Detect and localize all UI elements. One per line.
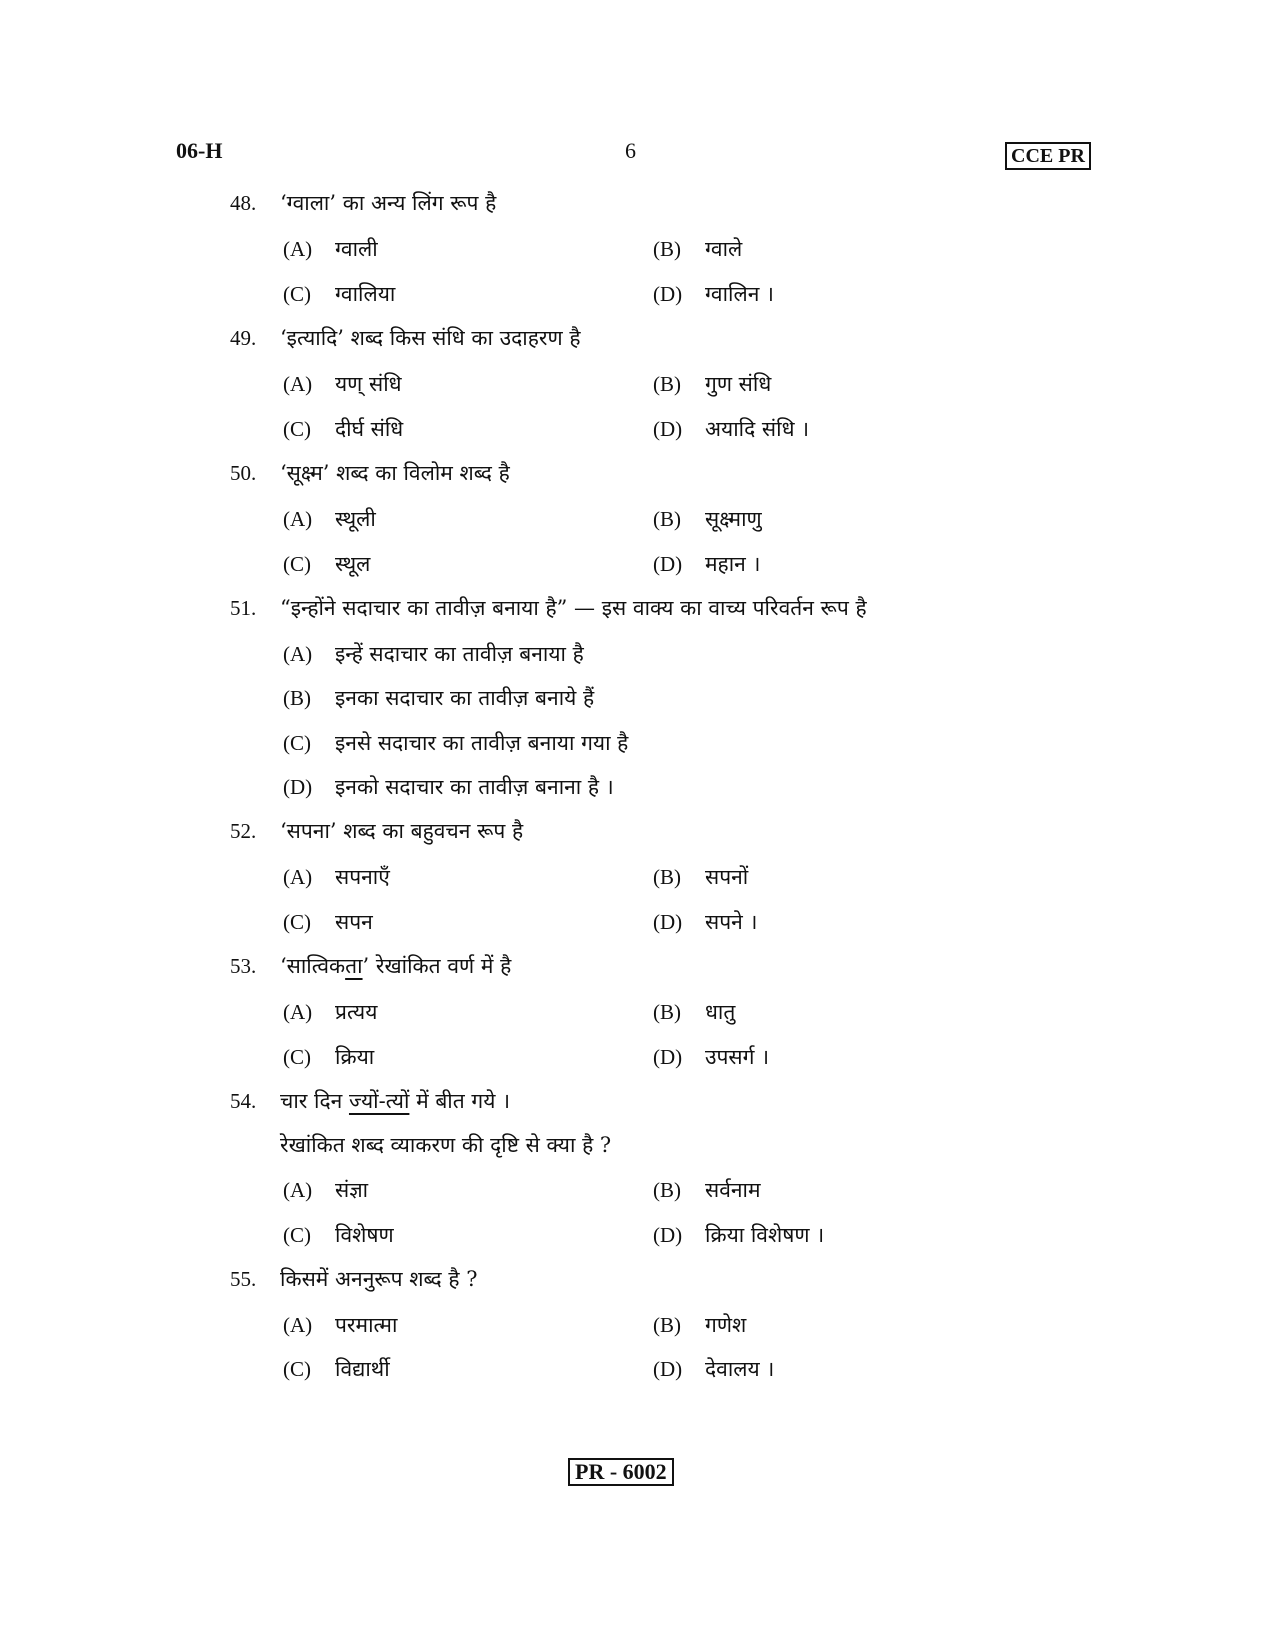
option-53-d [653,1043,769,1071]
option-label: (D) [653,1045,683,1069]
option-text: अयादि संधि । [705,417,810,441]
underlined-text: ता [345,954,363,978]
option-text: सपन [335,910,373,934]
option-49-a [283,370,402,398]
question-49 [230,324,581,352]
question-text: किसमें अननुरूप शब्द है ? [280,1267,478,1291]
option-text: धातु [705,1000,736,1024]
option-text: सपनों [705,865,749,889]
option-text: ग्वाली [335,237,378,261]
question-number: 54. [230,1089,257,1113]
option-text: इनसे सदाचार का तावीज़ बनाया गया है [335,731,629,755]
option-text: यण् संधि [335,372,402,396]
option-53-c [283,1043,374,1071]
option-text: उपसर्ग । [705,1045,770,1069]
option-54-a [283,1176,368,1204]
question-text: ‘ग्वाला’ का अन्य लिंग रूप है [280,191,497,215]
option-51-c [283,729,628,757]
question-48 [230,189,496,217]
option-55-c [283,1355,390,1383]
option-label: (B) [653,1313,681,1337]
option-label: (C) [283,552,311,576]
option-text: ग्वालिन । [705,282,774,306]
page-number: 6 [625,138,636,163]
option-52-c [283,908,373,936]
option-49-c [283,415,403,443]
option-54-c [283,1221,394,1249]
option-51-b [283,684,594,712]
question-number: 51. [230,596,257,620]
option-text: परमात्मा [335,1313,398,1337]
option-label: (C) [283,417,311,441]
option-55-b [653,1311,746,1339]
option-50-a [283,505,376,533]
option-50-d [653,550,760,578]
option-label: (B) [653,1000,681,1024]
option-49-b [653,370,771,398]
option-label: (B) [653,1178,681,1202]
option-48-c [283,280,395,308]
option-label: (A) [283,1178,313,1202]
option-text: स्थूल [335,552,371,576]
option-label: (A) [283,642,313,666]
option-text: सपनाएँ [335,865,390,889]
option-51-d [283,773,614,801]
question-text-post: में बीत गये । [409,1089,511,1113]
option-label: (D) [653,417,683,441]
question-text: ‘सपना’ शब्द का बहुवचन रूप है [280,819,524,843]
option-label: (C) [283,282,311,306]
question-number: 48. [230,191,257,215]
option-label: (B) [283,686,311,710]
option-label: (A) [283,237,313,261]
question-text-pre: चार दिन [280,1089,349,1113]
option-label: (B) [653,237,681,261]
question-52 [230,817,523,845]
question-text: ‘सूक्ष्म’ शब्द का विलोम शब्द है [280,461,510,485]
option-55-d [653,1355,774,1383]
question-text: “इन्होंने सदाचार का तावीज़ बनाया है” — इस वाक्य का वाच्य परिवर्तन रूप है [280,596,867,620]
option-text: महान । [705,552,761,576]
option-text: क्रिया विशेषण । [705,1223,825,1247]
option-label: (B) [653,507,681,531]
underlined-text: ज्यों-त्यों [348,1089,410,1113]
option-label: (D) [653,552,683,576]
option-text: गणेश [705,1313,747,1337]
option-text: स्थूली [335,507,376,531]
cce-pr-box: CCE PR [1005,142,1091,170]
option-label: (A) [283,1000,313,1024]
option-text: इन्हें सदाचार का तावीज़ बनाया है [335,642,584,666]
option-text: विद्यार्थी [335,1357,390,1381]
question-number: 49. [230,326,257,350]
option-text: ग्वालिया [335,282,396,306]
option-text: विशेषण [335,1223,394,1247]
option-52-a [283,863,390,891]
option-48-b [653,235,742,263]
option-label: (C) [283,910,311,934]
option-label: (B) [653,372,681,396]
question-number: 53. [230,954,257,978]
option-text: इनका सदाचार का तावीज़ बनाये हैं [335,686,595,710]
option-48-d [653,280,774,308]
option-55-a [283,1311,397,1339]
paper-code: 06-H [176,138,223,163]
option-text: दीर्घ संधि [335,417,404,441]
option-label: (C) [283,1357,311,1381]
option-49-d [653,415,809,443]
option-text: देवालय । [705,1357,775,1381]
option-label: (A) [283,507,313,531]
option-label: (C) [283,731,311,755]
option-label: (C) [283,1045,311,1069]
paper-id-box: PR - 6002 [568,1458,674,1486]
option-label: (D) [283,775,313,799]
question-number: 52. [230,819,257,843]
option-text: ग्वाले [705,237,743,261]
option-text: सपने । [705,910,758,934]
option-50-b [653,505,762,533]
option-text: क्रिया [335,1045,375,1069]
option-50-c [283,550,370,578]
question-53 [230,952,511,980]
question-text-pre: ‘सात्विक [280,954,346,978]
option-label: (C) [283,1223,311,1247]
question-55 [230,1265,477,1293]
option-text: सर्वनाम [705,1178,761,1202]
option-text: इनको सदाचार का तावीज़ बनाना है । [335,775,614,799]
question-54 [230,1087,510,1115]
option-label: (D) [653,282,683,306]
option-text: संज्ञा [335,1178,369,1202]
option-label: (A) [283,865,313,889]
option-52-b [653,863,748,891]
option-label: (D) [653,910,683,934]
question-54-line2: रेखांकित शब्द व्याकरण की दृष्टि से क्या है ? [280,1133,612,1157]
question-text: ‘इत्यादि’ शब्द किस संधि का उदाहरण है [280,326,581,350]
option-text: प्रत्यय [335,1000,378,1024]
option-52-d [653,908,757,936]
option-48-a [283,235,378,263]
option-54-d [653,1221,824,1249]
question-text-post: ’ रेखांकित वर्ण में है [362,954,512,978]
option-label: (A) [283,372,313,396]
option-label: (B) [653,865,681,889]
option-text: सूक्ष्माणु [705,507,762,531]
option-53-b [653,998,735,1026]
option-text: गुण संधि [705,372,772,396]
option-51-a [283,640,584,668]
option-53-a [283,998,377,1026]
question-50 [230,459,510,487]
option-label: (A) [283,1313,313,1337]
option-label: (D) [653,1223,683,1247]
question-number: 50. [230,461,257,485]
question-number: 55. [230,1267,257,1291]
option-label: (D) [653,1357,683,1381]
option-54-b [653,1176,761,1204]
question-51 [230,594,867,622]
